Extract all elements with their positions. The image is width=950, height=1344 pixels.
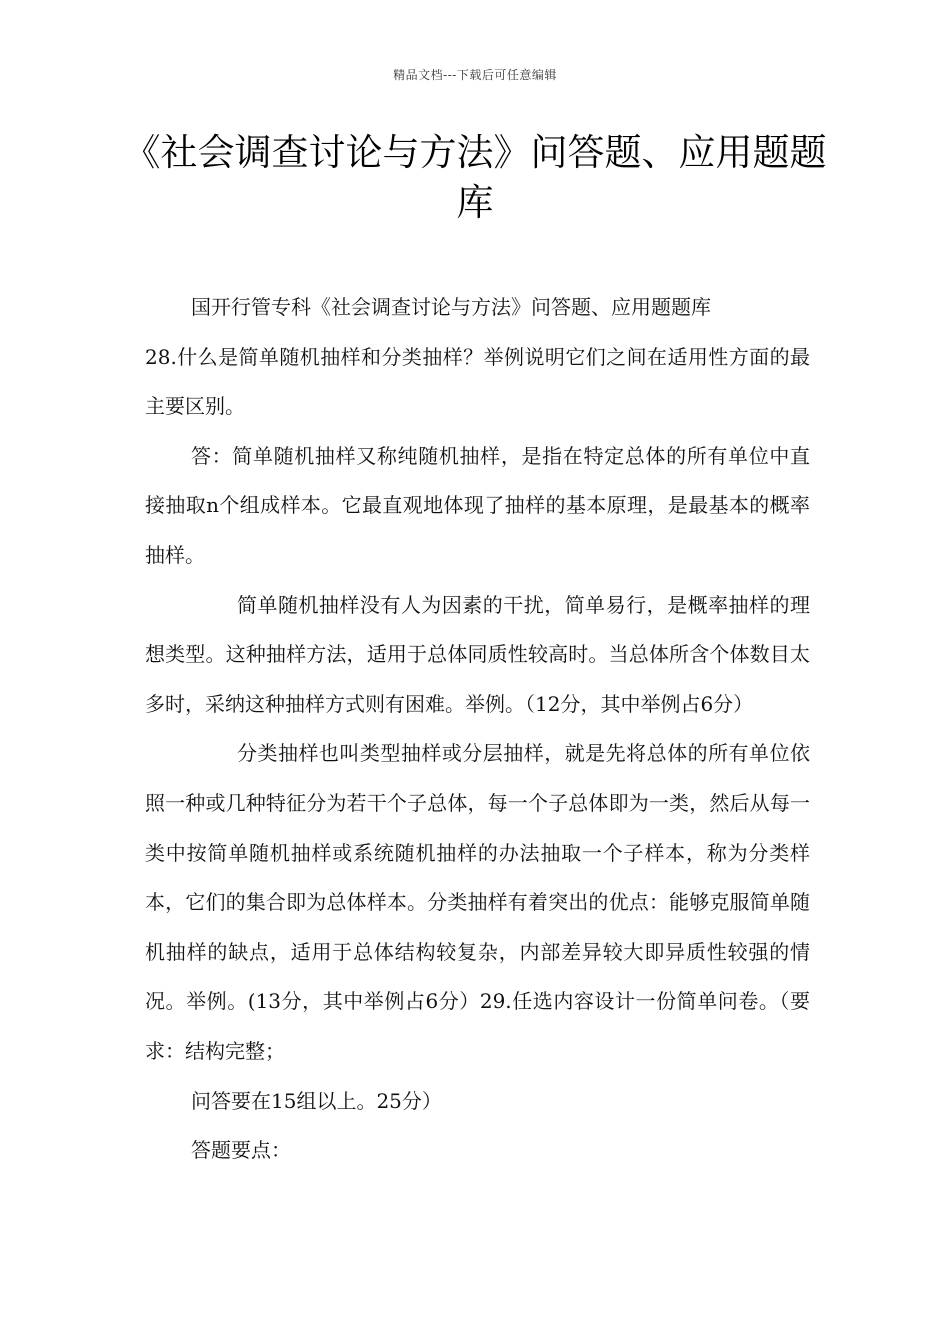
header-note: 精品文档---下载后可任意编辑: [393, 68, 557, 82]
document-title: 《社会调查讨论与方法》问答题、应用题题库: [123, 131, 827, 224]
paragraph-answer-points: 答题要点：: [191, 1138, 291, 1163]
document-body: [145, 283, 810, 1176]
paragraph-requirement: 问答要在15组以上。25分）: [191, 1088, 442, 1113]
paragraph-simple-random: 简单随机抽样没有人为因素的干扰，简单易行，是概率抽样的理想类型。这种抽样方法，适用于总体同质性较高时。当总体所含个体数目太多时，采纳这种抽样方式则有困难。举例。（12分，其中举例占6分）: [145, 592, 810, 716]
paragraph-stratified: 分类抽样也叫类型抽样或分层抽样，就是先将总体的所有单位依照一种或几种特征分为若干个子总体，每一个子总体即为一类，然后从每一类中按简单随机抽样或系统随机抽样的办法抽取一个子样本，称为分类样本，它们的集合即为总体样本。分类抽样有着突出的优点：能够克服简单随机抽样的缺点，适用于总体结构较复杂，内部差异较大即异质性较强的情况。举例。(13分，其中举例占6分）29.任选内容设计一份简单问卷。（要求：结构完整；: [145, 741, 810, 1063]
paragraph-answer: 答：简单随机抽样又称纯随机抽样，是指在特定总体的所有单位中直接抽取n个组成样本。它最直观地体现了抽样的基本原理，是最基本的概率抽样。: [145, 443, 810, 567]
paragraph-intro: 国开行管专科《社会调查讨论与方法》问答题、应用题题库: [191, 295, 711, 319]
paragraph-question-28: 28.什么是简单随机抽样和分类抽样？举例说明它们之间在适用性方面的最主要区别。: [145, 344, 810, 419]
